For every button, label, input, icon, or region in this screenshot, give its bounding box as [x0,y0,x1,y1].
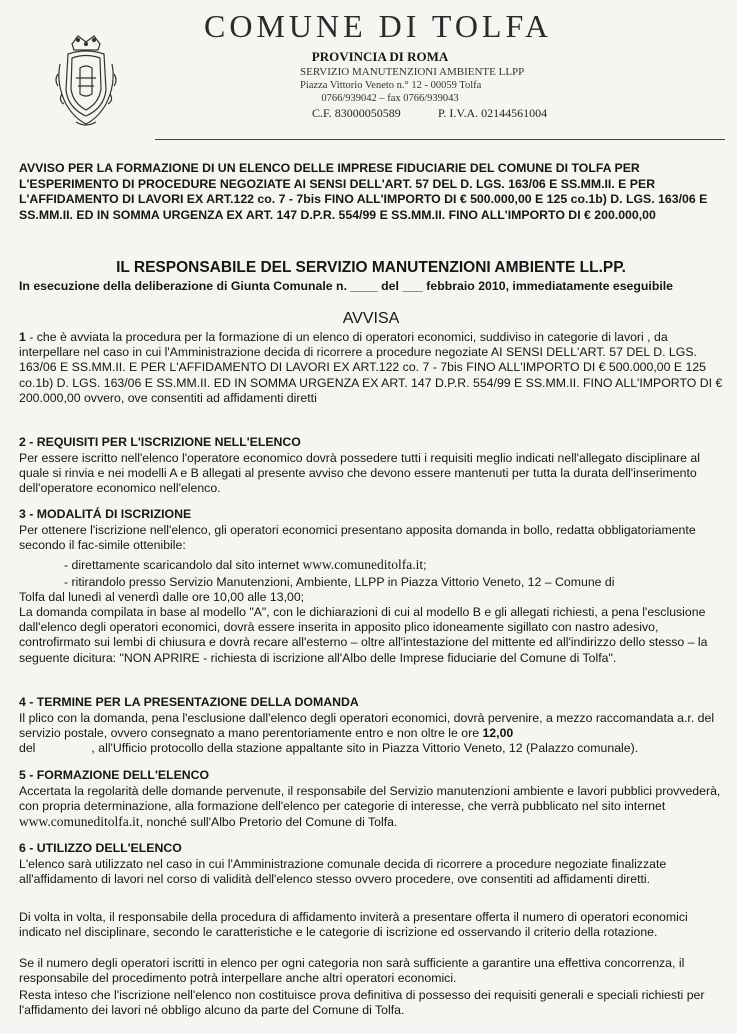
phone-fax: 0766/939042 – fax 0766/939043 [321,93,459,104]
deadline-hour: 12,00 [482,726,514,741]
section-4-text [19,711,723,757]
section-6-paragraph-3: Se il numero degli operatori iscritti in elenco per ogni categoria non sarà sufficiente a garantire una effettiva concorrenza, il responsabile del procedimento potrà interpellare anche altri operatori economici. [19,956,685,986]
section-3-text-2: La domanda compilata in base al modello "A", con le dichiarazioni di cui al modello B e gli allegati richiesti, a pena l'esclusione dall'elenco degli operatori economici, dovrà essere inserita in apposito plico idoneamente sigillato con nastro adesivo, controfirmato sui lembi di chiusura e dovrà recare all'esterno – oltre all'intestazione del mittente ed all'indirizzo dello stesso – la seguente dicitura: "NON APRIRE - richiesta di iscrizione all'Albo delle Imprese fiduciarie del Comune di Tolfa". [19,605,708,665]
municipal-crest-icon [52,34,120,130]
section-5-text-end: , nonché sull'Albo Pretorio del Comune di Tolfa. [139,815,398,830]
section-6-paragraph-4: Resta inteso che l'iscrizione nell'elenco non costituisce prova definitiva di possesso dei requisiti generali e speciali richiesti per l'affidamento dei lavori né obbligo alcuno da parte del Comune di Tolfa. [19,988,705,1018]
notice-subject: AVVISO PER LA FORMAZIONE DI UN ELENCO DELLE IMPRESE FIDUCIARIE DEL COMUNE DI TOLFA PER L'ESPERIMENTO DI PROCEDURE NEGOZIATE AI SENSI DELL'ART. 57 DEL D. LGS. 163/06 E SS.MM.II. E PER L'AFFIDAMENTO DI LAVORI EX ART.122 co. 7 - 7bis FINO ALL'IMPORTO DI € 500.000,00 E 125 co.1b) D. LGS. 163/06 E SS.MM.II. ED IN SOMMA URGENZA EX ART. 147 D.P.R. 554/99 E SS.MM.II. FINO ALL'IMPORTO DI € 200.000,00 [19,161,708,222]
section-3-bullet-1 [19,557,724,573]
section-3-bullet-2-cont: Tolfa dal lunedì al venerdì dalle ore 10,00 alle 13,00; [19,590,305,604]
section-5-text-main: Accertata la regolarità delle domande pervenute, il responsabile del Servizio manutenzioni ambiente e lavori pubblici provvederà, con propria determinazione, alla formazione dell'elenco per categorie di interesse, che verrà pubblicato nel sito internet [19,784,721,814]
bullet-1-end: ; [423,558,427,572]
section-6-paragraph-1: L'elenco sarà utilizzato nel caso in cui l'Amministrazione comunale decida di ricorrere a procedure negoziate finalizzate all'affidamento di lavori nel corso di validità dell'elenco stesso ovvero procedere, ove consentiti ad affidamenti diretti. [19,857,667,887]
section-1-number: 1 [19,330,26,344]
fiscal-code: C.F. 83000050589 [312,106,401,120]
section-3-text-1: Per ottenere l'iscrizione nell'elenco, gli operatori economici presentano apposita domanda in bollo, redatta obbligatoriamente secondo il fac-simile ottenibile: [19,523,696,553]
section-4-heading: 4 - TERMINE PER LA PRESENTAZIONE DELLA DOMANDA [19,695,359,709]
website-link[interactable]: www.comuneditolfa.it [302,557,424,572]
province-name: PROVINCIA DI ROMA [311,49,449,64]
responsible-heading: IL RESPONSABILE DEL SERVIZIO MANUTENZIONI AMBIENTE LL.PP. [116,259,626,276]
header-divider [155,139,725,140]
section-5-heading: 5 - FORMAZIONE DELL'ELENCO [19,768,210,782]
address: Piazza Vittorio Veneto n.° 12 - 00059 Tolfa [300,80,482,91]
section-2-text: Per essere iscritto nell'elenco l'operatore economico dovrà possedere tutti i requisiti meglio indicati nell'allegato disciplinare al quale si rinvia e nei modelli A e B allegati al presente avviso che devono essere mantenuti per tutta la durata dell'inserimento dell'operatore economico nell'elenco. [19,451,700,496]
section-5-text [19,784,723,831]
municipality-title: COMUNE DI TOLFA [203,8,552,44]
website-link-2[interactable]: www.comuneditolfa.it [19,814,140,830]
section-6-heading: 6 - UTILIZZO DELL'ELENCO [19,841,182,855]
section-2-heading: 2 - REQUISITI PER L'ISCRIZIONE NELL'ELENCO [19,435,301,449]
section-1-text: - che è avviata la procedura per la formazione di un elenco di operatori economici, suddiviso in categorie di lavori , da interpellare nel caso in cui l'Amministrazione decida di ricorrere a procedure negoziate AI SENSI DELL'ART. 57 DEL D. LGS. 163/06 E SS.MM.II. E PER L'AFFIDAMENTO DI LAVORI EX ART.122 co. 7 - 7bis FINO ALL'IMPORTO DI € 500.000,00 E 125 co.1b) D. LGS. 163/06 E SS.MM.II. ED IN SOMMA URGENZA EX ART. 147 D.P.R. 554/99 E SS.MM.II. FINO ALL'IMPORTO DI € 200.000,00 ovvero, ove consentiti ad affidamenti diretti [19,330,723,405]
avvisa-heading: AVVISA [342,310,400,327]
section-3-bullet-2: - ritirandolo presso Servizio Manutenzioni, Ambiente, LLPP in Piazza Vittorio Veneto, 12 – Comune di [64,575,615,589]
section-4-text-main: Il plico con la domanda, pena l'esclusione dall'elenco degli operatori economici, dovrà pervenire, a mezzo raccomandata a.r. del servizio postale, ovvero consegnato a mano perentoriamente entro e non oltre le ore [19,711,715,741]
service-name: SERVIZIO MANUTENZIONI AMBIENTE LLPP [300,66,525,78]
section-4-del: del [19,741,36,756]
vat-number: P. I.V.A. 02144561004 [438,106,548,120]
bullet-1-text: - direttamente scaricandolo dal sito internet [64,558,303,572]
section-3-heading: 3 - MODALITÁ DI ISCRIZIONE [19,507,192,521]
execution-note: In esecuzione della deliberazione di Giunta Comunale n. ____ del ___ febbraio 2010, immediatamente eseguibile [19,279,673,293]
section-4-text-end: , all'Ufficio protocollo della stazione appaltante sito in Piazza Vittorio Veneto, 12 (Palazzo comunale). [91,741,639,756]
section-6-paragraph-2: Di volta in volta, il responsabile della procedura di affidamento inviterà a presentare offerta il numero di operatori economici indicato nel disciplinare, secondo le caratteristiche e le categorie di iscrizione ed osservando il criterio della rotazione. [19,910,688,940]
section-1 [19,330,723,406]
